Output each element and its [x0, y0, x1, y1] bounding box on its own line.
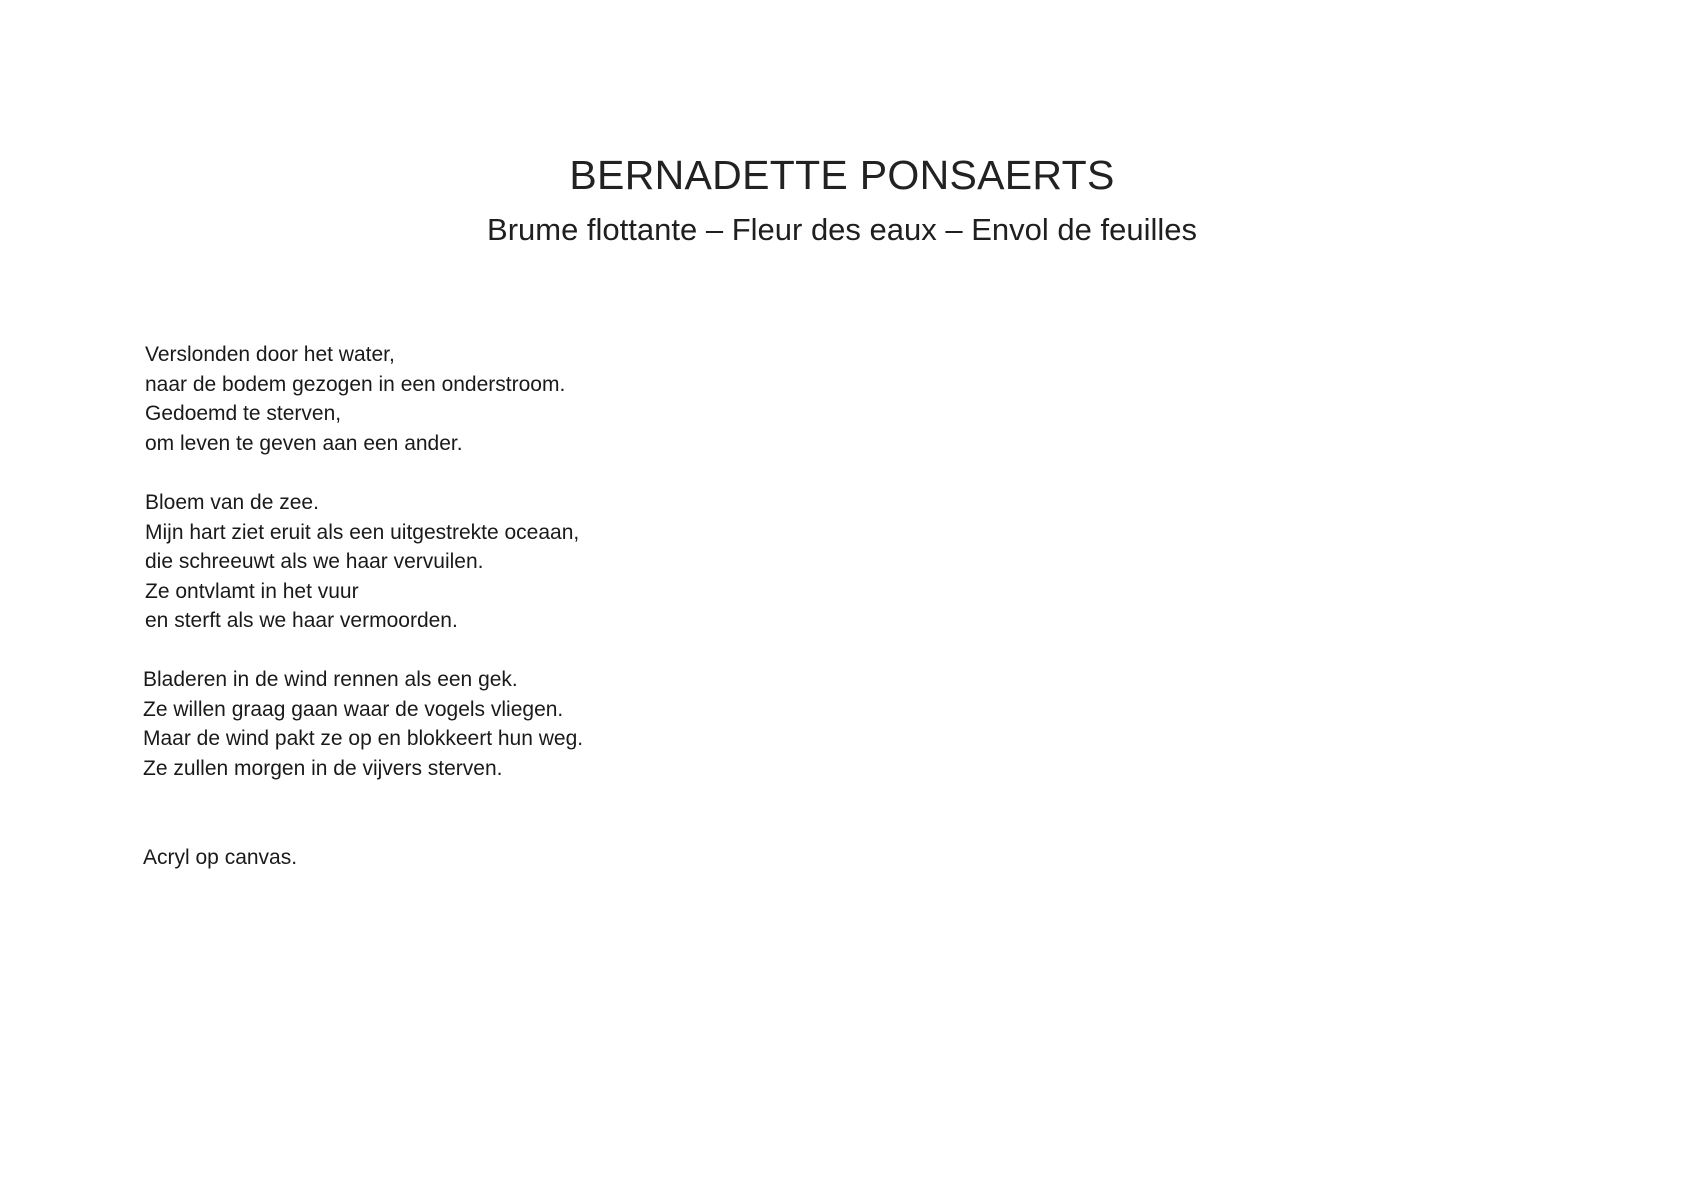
poem-line: Ze ontvlamt in het vuur	[145, 579, 359, 603]
poem-line: Verslonden door het water,	[145, 343, 395, 366]
artist-name-title: BERNADETTE PONSAERTS	[569, 152, 1115, 198]
artwork-subtitle: Brume flottante – Fleur des eaux – Envol de feuilles	[487, 212, 1197, 247]
poem-line: om leven te geven aan een ander.	[145, 431, 463, 455]
poem-line: Gedoemd te sterven,	[145, 402, 342, 425]
poem-line: Mijn hart ziet eruit als een uitgestrekte oceaan,	[145, 520, 580, 544]
poem-line: Bloem van de zee.	[145, 491, 319, 514]
poem-line: Bladeren in de wind rennen als een gek.	[143, 668, 518, 691]
poem-line: naar de bodem gezogen in een onderstroom.	[145, 372, 566, 396]
poem-line: die schreeuwt als we haar vervuilen.	[145, 550, 484, 573]
poem-line: Maar de wind pakt ze op en blokkeert hun weg.	[143, 727, 584, 750]
poem-line: Ze zullen morgen in de vijvers sterven.	[143, 756, 503, 780]
poem-line: Ze willen graag gaan waar de vogels vliegen.	[143, 697, 564, 721]
poem-stanza-1	[145, 340, 565, 458]
artwork-medium: Acryl op canvas.	[143, 846, 298, 869]
poem-stanza-2	[145, 488, 579, 636]
poem-stanza-3	[143, 665, 583, 783]
poem-line: en sterft als we haar vermoorden.	[145, 609, 458, 632]
